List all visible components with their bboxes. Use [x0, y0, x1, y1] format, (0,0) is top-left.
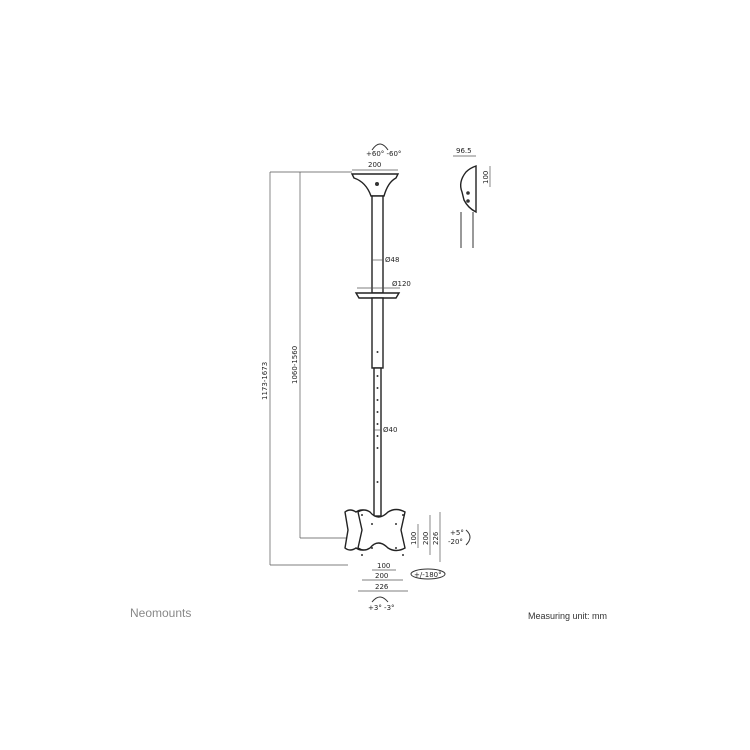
upper-pole: [372, 196, 383, 293]
vesa-v-200-label: 200: [422, 531, 430, 545]
plate-width-label: 200: [368, 161, 382, 169]
vesa-h-100-label: 100: [377, 562, 391, 570]
middle-pole: [372, 298, 383, 368]
vesa-h-226-label: 226: [375, 583, 389, 591]
side-depth-label: 96.5: [456, 147, 472, 155]
ceiling-plate: [352, 174, 398, 196]
lower-pole: [374, 368, 381, 516]
vesa-h-200-label: 200: [375, 572, 389, 580]
swivel-label: +3° -3°: [368, 604, 395, 612]
vesa-v-226-label: 226: [432, 531, 440, 545]
tilt-up-label: +5°: [450, 529, 464, 537]
collar-diameter-label: Ø120: [392, 280, 411, 288]
lower-pole-diameter-label: Ø40: [383, 426, 398, 434]
collar: [356, 293, 399, 298]
side-view-bracket: [461, 166, 476, 212]
vesa-v-100-label: 100: [410, 531, 418, 545]
tilt-down-label: -20°: [448, 538, 463, 546]
swivel-arrow-icon: [372, 597, 388, 602]
rotation-label: +/-180°: [414, 571, 442, 579]
top-tilt-label: +60° -60°: [366, 150, 402, 158]
brand-logo: Neomounts: [130, 606, 192, 620]
upper-pole-diameter-label: Ø48: [385, 256, 400, 264]
pole-height-label: 1060-1560: [291, 345, 299, 384]
measuring-unit: Measuring unit: mm: [528, 611, 608, 621]
tilt-arrow-icon: [466, 530, 470, 545]
total-height-label: 1173-1673: [261, 361, 269, 400]
side-height-label: 100: [482, 170, 490, 184]
